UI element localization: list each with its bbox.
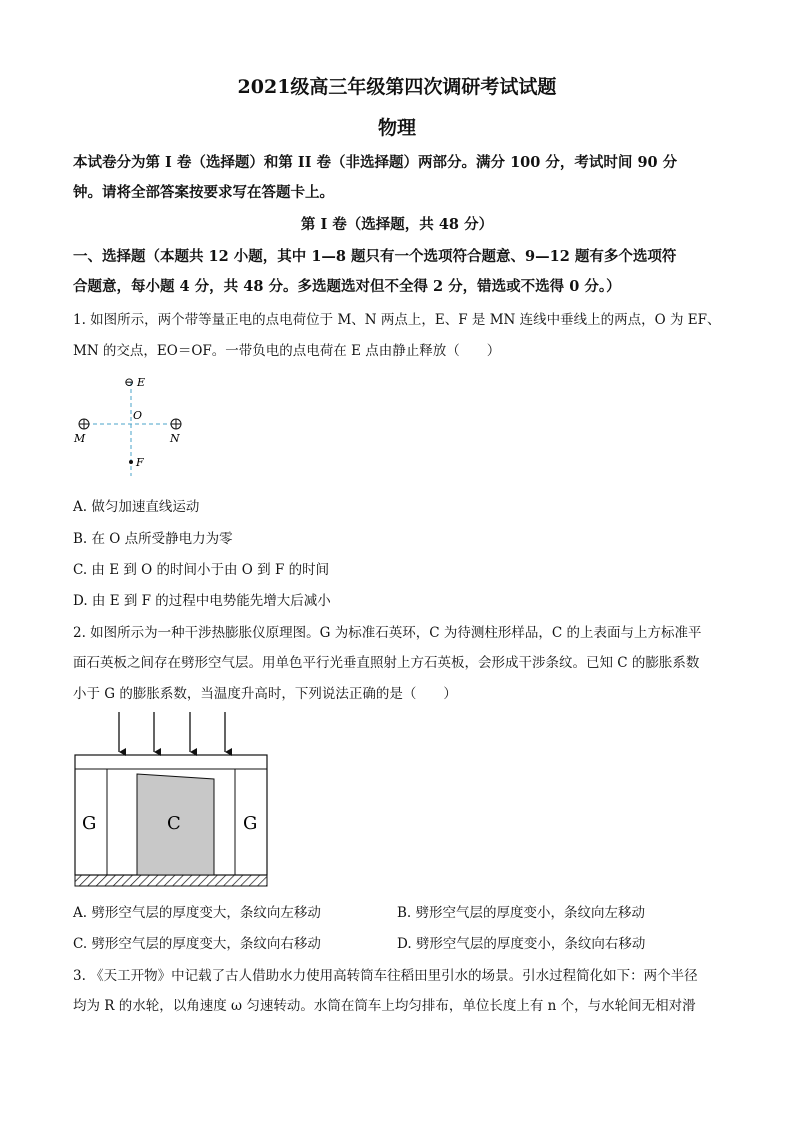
q1-figure (70, 368, 200, 480)
section1-line-2: 合题意，每小题 4 分，共 48 分。多选题选对但不全得 2 分，错选或不选得 0 分。） (73, 278, 621, 295)
label-g-right: G (243, 813, 258, 834)
point-f-dot (129, 460, 133, 464)
q3-stem-line-2: 均为 R 的水轮，以角速度 ω 匀速转动。水筒在筒车上均匀排布，单位长度上有 n 个，与水轮间无相对滑 (73, 998, 696, 1014)
label-n: N (170, 432, 180, 445)
q2-stem-line-1: 2. 如图所示为一种干涉热膨胀仪原理图。G 为标准石英环，C 为待测柱形样品，C 的上表面与上方标准平 (73, 625, 702, 641)
negative-charge-icon: ⊖ (124, 375, 135, 389)
exam-title: 2021级高三年级第四次调研考试试题 (237, 76, 557, 98)
q2-option-a: A. 劈形空气层的厚度变大，条纹向左移动 (73, 905, 321, 921)
q1-option-a: A. 做匀加速直线运动 (73, 499, 200, 515)
q1-stem-line-1: 1. 如图所示，两个带等量正电的点电荷位于 M、N 两点上，E、F 是 MN 连线中垂线上的两点，O 为 EF、 (73, 312, 721, 328)
q3-stem-line-1: 3. 《天工开物》中记载了古人借助水力使用高转筒车往稻田里引水的场景。引水过程简化如下：两个半径 (73, 968, 698, 984)
q1-option-c: C. 由 E 到 O 的时间小于由 O 到 F 的时间 (73, 562, 330, 578)
intro-line-1: 本试卷分为第 I 卷（选择题）和第 II 卷（非选择题）两部分。满分 100 分，考试时间 90 分 (73, 154, 678, 171)
base-plate (75, 875, 267, 886)
q2-stem-line-2: 面石英板之间存在劈形空气层。用单色平行光垂直照射上方石英板，会形成干涉条纹。已知 C 的膨胀系数 (73, 655, 700, 671)
label-c: C (167, 813, 181, 834)
q2-figure (70, 708, 275, 892)
q2-option-c: C. 劈形空气层的厚度变大，条纹向右移动 (73, 936, 321, 952)
q2-stem-line-3: 小于 G 的膨胀系数，当温度升高时，下列说法正确的是（ ） (73, 686, 457, 702)
section1-line-1: 一、选择题（本题共 12 小题，其中 1—8 题只有一个选项符合题意、9—12 题有多个选项符 (73, 248, 677, 265)
intro-line-2: 钟。请将全部答案按要求写在答题卡上。 (73, 184, 334, 201)
part1-header: 第 I 卷（选择题，共 48 分） (300, 216, 494, 233)
label-m: M (74, 432, 86, 445)
label-e: E (137, 376, 146, 389)
label-g-left: G (82, 813, 97, 834)
label-f: F (136, 456, 144, 469)
subject-title: 物理 (377, 117, 416, 139)
q1-option-b: B. 在 O 点所受静电力为零 (73, 531, 233, 547)
q1-option-d: D. 由 E 到 F 的过程中电势能先增大后减小 (73, 593, 331, 609)
label-o: O (133, 409, 143, 422)
q2-option-b: B. 劈形空气层的厚度变小，条纹向左移动 (397, 905, 646, 921)
q1-stem-line-2: MN 的交点，EO＝OF。一带负电的点电荷在 E 点由静止释放（ ） (73, 343, 501, 359)
q2-option-d: D. 劈形空气层的厚度变小，条纹向右移动 (397, 936, 646, 952)
